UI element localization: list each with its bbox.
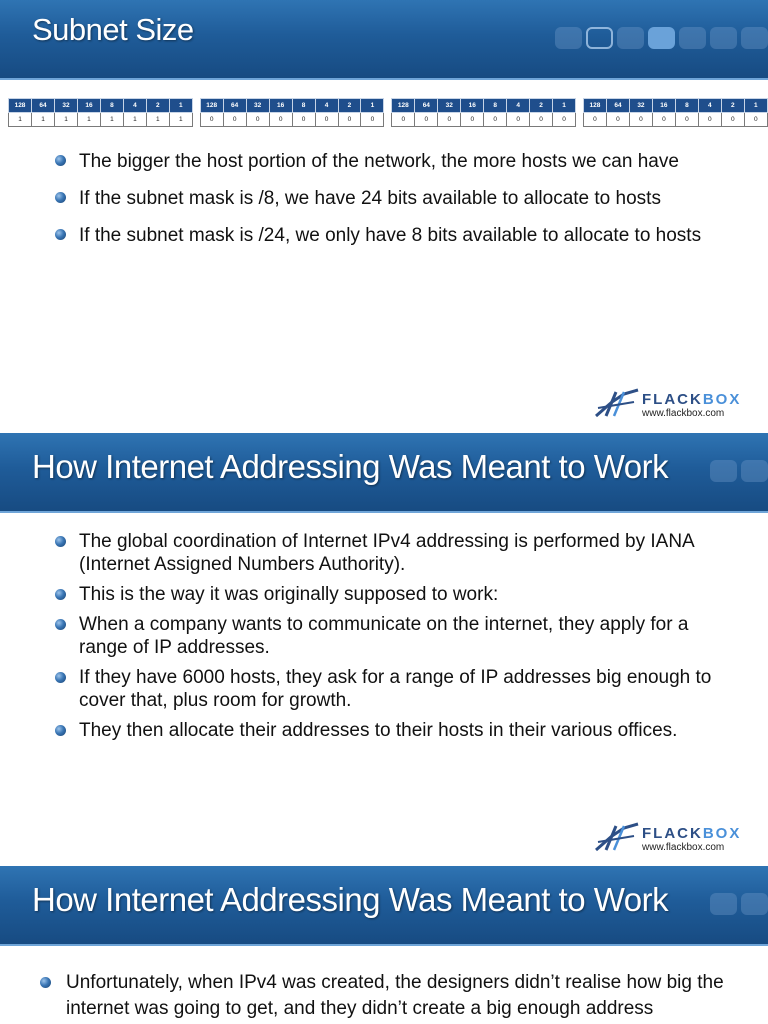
octet-gap [192, 113, 200, 127]
bits-value-row [9, 113, 768, 127]
brand-url: www.flackbox.com [642, 408, 725, 419]
bullet-icon [55, 725, 66, 736]
bit-value-cell: 0 [392, 113, 415, 127]
slide-title: Subnet Size [32, 12, 194, 47]
bit-value-cell: 0 [629, 113, 652, 127]
bullet-text: Unfortunately, when IPv4 was created, the designers didn’t realise how big the internet was going to get, and they didn’t create a big enough address [66, 972, 724, 1019]
bit-weight-cell: 64 [32, 99, 55, 113]
bit-value-cell: 0 [583, 113, 606, 127]
bit-weight-cell: 1 [553, 99, 576, 113]
bullet-text: If the subnet mask is /24, we only have 8 bits available to allocate to hosts [79, 225, 702, 246]
bit-weight-cell: 2 [338, 99, 361, 113]
bit-weight-cell: 1 [744, 99, 767, 113]
bullet-icon [55, 536, 66, 547]
bit-value-cell: 0 [269, 113, 292, 127]
slide-title: How Internet Addressing Was Meant to Work [32, 448, 669, 485]
bit-value-cell: 1 [100, 113, 123, 127]
octet-gap [576, 99, 584, 113]
decor-dot [648, 27, 675, 49]
bit-weight-cell: 2 [530, 99, 553, 113]
bullet-icon [55, 672, 66, 683]
flackbox-logo [594, 822, 744, 862]
bit-value-cell: 1 [55, 113, 78, 127]
bit-value-cell: 0 [338, 113, 361, 127]
list-item [55, 220, 735, 252]
bits-header-row [9, 99, 768, 113]
bullet-icon [40, 977, 51, 988]
bit-weight-cell: 4 [698, 99, 721, 113]
slide-internet-addressing [0, 433, 768, 866]
bullet-icon [55, 192, 66, 203]
brand-url: www.flackbox.com [642, 842, 725, 853]
bit-value-cell: 1 [146, 113, 169, 127]
decorative-dots [710, 460, 768, 482]
bullet-text: The bigger the host portion of the network, the more hosts we can have [79, 151, 679, 172]
bit-value-cell: 0 [246, 113, 269, 127]
bit-value-cell: 0 [675, 113, 698, 127]
decor-dot [617, 27, 644, 49]
list-item [55, 583, 735, 606]
bit-weight-cell: 32 [629, 99, 652, 113]
slide-title-bar [0, 0, 768, 80]
bit-value-cell: 0 [223, 113, 246, 127]
list-item [55, 666, 735, 712]
bullet-text: They then allocate their addresses to their hosts in their various offices. [79, 720, 678, 741]
bit-weight-cell: 8 [100, 99, 123, 113]
bit-value-cell: 0 [461, 113, 484, 127]
bit-value-cell: 0 [292, 113, 315, 127]
subnet-bits-table [8, 98, 768, 127]
bit-value-cell: 0 [744, 113, 767, 127]
bit-weight-cell: 1 [169, 99, 192, 113]
bit-value-cell: 1 [78, 113, 101, 127]
slide-internet-addressing-continued [0, 866, 768, 1024]
decor-dot [710, 27, 737, 49]
bullet-icon [55, 589, 66, 600]
bullet-text: When a company wants to communicate on the internet, they apply for a range of IP addresses. [79, 614, 689, 658]
decor-dot [710, 893, 737, 915]
bit-weight-cell: 16 [652, 99, 675, 113]
bit-weight-cell: 4 [315, 99, 338, 113]
bit-weight-cell: 128 [392, 99, 415, 113]
bullet-list [40, 970, 760, 1022]
bit-value-cell: 0 [484, 113, 507, 127]
decorative-dots [555, 27, 768, 49]
slide-title: How Internet Addressing Was Meant to Work [32, 881, 669, 918]
bit-weight-cell: 128 [200, 99, 223, 113]
bit-weight-cell: 64 [223, 99, 246, 113]
bit-weight-cell: 4 [123, 99, 146, 113]
decor-dot [741, 27, 768, 49]
decorative-dots [710, 893, 768, 915]
bit-weight-cell: 1 [361, 99, 384, 113]
decor-dot [555, 27, 582, 49]
bit-weight-cell: 4 [507, 99, 530, 113]
bullet-text: This is the way it was originally supposed to work: [79, 584, 499, 605]
bit-value-cell: 0 [438, 113, 461, 127]
slide-subnet-size [0, 0, 768, 433]
list-item [55, 719, 735, 742]
octet-gap [384, 99, 392, 113]
bullet-icon [55, 619, 66, 630]
flackbox-bridge-icon [594, 388, 640, 418]
bullet-text: The global coordination of Internet IPv4 addressing is performed by IANA (Internet Assigned Numbers Authority). [79, 531, 694, 575]
slide-title-bar [0, 866, 768, 946]
flackbox-logo [594, 388, 744, 428]
bit-weight-cell: 16 [269, 99, 292, 113]
bit-value-cell: 1 [169, 113, 192, 127]
bit-value-cell: 0 [361, 113, 384, 127]
brand-name: FLACKBOX [642, 825, 742, 842]
bit-weight-cell: 128 [583, 99, 606, 113]
list-item [40, 970, 760, 1022]
bit-weight-cell: 8 [675, 99, 698, 113]
octet-gap [384, 113, 392, 127]
flackbox-bridge-icon [594, 822, 640, 852]
bit-weight-cell: 16 [78, 99, 101, 113]
bit-weight-cell: 2 [721, 99, 744, 113]
bit-value-cell: 0 [315, 113, 338, 127]
bit-weight-cell: 8 [484, 99, 507, 113]
list-item [55, 146, 735, 178]
bit-weight-cell: 32 [438, 99, 461, 113]
bullet-text: If they have 6000 hosts, they ask for a range of IP addresses big enough to cover that, plus room for growth. [79, 667, 712, 711]
bullet-icon [55, 155, 66, 166]
bullet-icon [55, 229, 66, 240]
bit-value-cell: 0 [698, 113, 721, 127]
slide-title-bar [0, 433, 768, 513]
list-item [55, 613, 735, 659]
bit-value-cell: 0 [200, 113, 223, 127]
list-item [55, 183, 735, 215]
decor-dot [741, 893, 768, 915]
bit-weight-cell: 32 [55, 99, 78, 113]
bit-value-cell: 1 [9, 113, 32, 127]
bit-value-cell: 0 [721, 113, 744, 127]
bit-value-cell: 0 [553, 113, 576, 127]
bullet-text: If the subnet mask is /8, we have 24 bits available to allocate to hosts [79, 188, 661, 209]
bit-weight-cell: 64 [415, 99, 438, 113]
brand-name: FLACKBOX [642, 391, 742, 408]
decor-dot [586, 27, 613, 49]
bit-weight-cell: 2 [146, 99, 169, 113]
bit-value-cell: 1 [32, 113, 55, 127]
bullet-list [55, 530, 735, 749]
bit-weight-cell: 16 [461, 99, 484, 113]
bit-value-cell: 0 [415, 113, 438, 127]
list-item [55, 530, 735, 576]
bit-weight-cell: 128 [9, 99, 32, 113]
bit-weight-cell: 32 [246, 99, 269, 113]
bit-value-cell: 0 [652, 113, 675, 127]
octet-gap [192, 99, 200, 113]
decor-dot [741, 460, 768, 482]
decor-dot [710, 460, 737, 482]
octet-gap [576, 113, 584, 127]
bit-value-cell: 1 [123, 113, 146, 127]
bit-weight-cell: 8 [292, 99, 315, 113]
bullet-list [55, 146, 735, 257]
bit-value-cell: 0 [507, 113, 530, 127]
decor-dot [679, 27, 706, 49]
bit-value-cell: 0 [530, 113, 553, 127]
bit-weight-cell: 64 [606, 99, 629, 113]
bit-value-cell: 0 [606, 113, 629, 127]
